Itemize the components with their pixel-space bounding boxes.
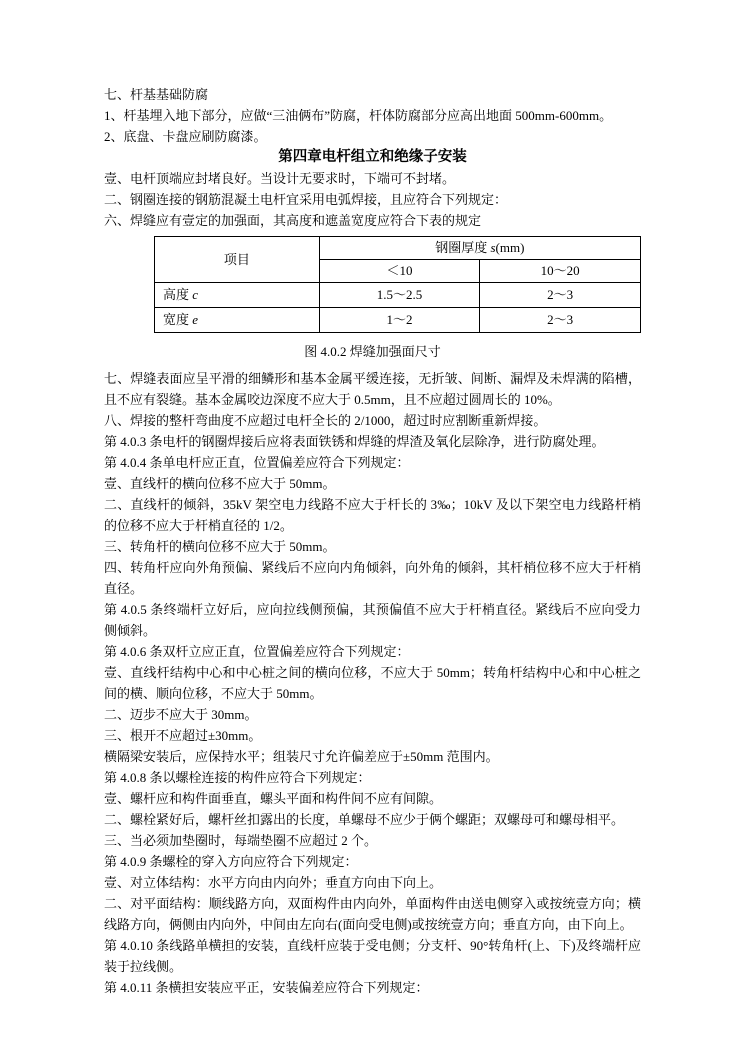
weld-size-table-wrapper (154, 236, 641, 333)
paragraph: 壹、电杆顶端应封堵良好。当设计无要求时，下端可不封堵。 (104, 171, 456, 186)
table-cell: 2～3 (480, 283, 641, 308)
paragraph: 壹、螺杆应和构件面垂直，螺头平面和构件间不应有间隙。 (104, 791, 443, 806)
paragraph: 四、转角杆应向外角预偏、紧线后不应向内角倾斜，向外角的倾斜，其杆梢位移不应大于杆梢直径。 (104, 560, 641, 596)
table-cell: 1.5～2.5 (319, 283, 480, 308)
paragraph: 二、直线杆的倾斜，35kV 架空电力线路不应大于杆长的 3‰；10kV 及以下架空电力线路杆梢的位移不应大于杆梢直径的 1/2。 (104, 497, 641, 533)
group-header-prefix: 钢圈厚度 (435, 240, 491, 255)
paragraph: 二、对平面结构：顺线路方向，双面构件由内向外，单面构件由送电侧穿入或按统壹方向；横线路方向，俩侧由内向外，中间由左向右(面向受电侧)或按统壹方向；垂直方向，由下向上。 (104, 896, 641, 932)
paragraph: 第 4.0.6 条双杆立应正直，位置偏差应符合下列规定： (104, 644, 410, 659)
table-subheader: ＜10 (319, 260, 480, 283)
weld-size-table (154, 236, 641, 333)
paragraph: 七、焊缝表面应呈平滑的细鳞形和基本金属平缓连接，无折皱、间断、漏焊及未焊满的陷槽，且不应有裂缝。基本金属咬边深度不应大于 0.5mm，且不应超过圆周长的 10%。 (104, 371, 641, 407)
paragraph: 壹、对立体结构：水平方向由内向外；垂直方向由下向上。 (104, 875, 443, 890)
paragraph: 第 4.0.9 条螺栓的穿入方向应符合下列规定： (104, 854, 358, 869)
paragraph: 第 4.0.3 条电杆的钢圈焊接后应将表面铁锈和焊缝的焊渣及氧化层除净，进行防腐处理。 (104, 434, 605, 449)
table-row (155, 237, 641, 260)
paragraph: 八、焊接的整杆弯曲度不应超过电杆全长的 2/1000，超过时应割断重新焊接。 (104, 413, 547, 428)
table-row (155, 283, 641, 308)
paragraph: 六、焊缝应有壹定的加强面，其高度和遮盖宽度应符合下表的规定 (104, 213, 482, 228)
group-header-suffix: (mm) (495, 240, 525, 255)
paragraph: 第 4.0.11 条横担安装应平正，安装偏差应符合下列规定： (104, 980, 429, 995)
paragraph: 二、螺栓紧好后，螺杆丝扣露出的长度，单螺母不应少于俩个螺距；双螺母可和螺母相平。 (104, 812, 625, 827)
paragraph: 第 4.0.5 条终端杆立好后，应向拉线侧预偏，其预偏值不应大于杆梢直径。紧线后不应向受力侧倾斜。 (104, 602, 641, 638)
paragraph: 第 4.0.4 条单电杆应正直，位置偏差应符合下列规定： (104, 455, 410, 470)
paragraph: 壹、直线杆的横向位移不应大于 50mm。 (104, 476, 336, 491)
table-row (155, 308, 641, 333)
paragraph: 三、根开不应超过±30mm。 (104, 728, 262, 743)
paragraph: 三、转角杆的横向位移不应大于 50mm。 (104, 539, 336, 554)
table-header-group (319, 237, 640, 260)
row-label-symbol: c (192, 287, 199, 302)
paragraph: 七、杆基基础防腐 (104, 87, 209, 102)
paragraph: 第 4.0.8 条以螺栓连接的构件应符合下列规定： (104, 770, 371, 785)
group-header-symbol: s (490, 240, 496, 255)
paragraph: 第 4.0.10 条线路单横担的安装，直线杆应装于受电侧；分支杆、90°转角杆(上、下)及终端杆应装于拉线侧。 (104, 938, 641, 974)
paragraph: 壹、直线杆结构中心和中心桩之间的横向位移，不应大于 50mm；转角杆结构中心和中心桩之间的横、顺向位移，不应大于 50mm。 (104, 665, 641, 701)
document-page (104, 84, 641, 998)
paragraph: 2、底盘、卡盘应刷防腐漆。 (104, 129, 267, 144)
paragraph: 三、当必须加垫圈时，每端垫圈不应超过 2 个。 (104, 833, 378, 848)
paragraph: 二、迈步不应大于 30mm。 (104, 707, 258, 722)
table-header-item: 项目 (155, 237, 320, 283)
paragraph: 1、杆基埋入地下部分，应做“三油俩布”防腐，杆体防腐部分应高出地面 500mm-600mm。 (104, 108, 613, 123)
chapter-heading: 第四章电杆组立和绝缘子安装 (278, 149, 467, 165)
row-label-text: 宽度 (163, 312, 193, 327)
paragraph: 二、钢圈连接的钢筋混凝土电杆宜采用电弧焊接，且应符合下列规定： (104, 192, 508, 207)
table-caption: 图 4.0.2 焊缝加强面尺寸 (304, 344, 441, 359)
table-subheader: 10～20 (480, 260, 641, 283)
row-label-text: 高度 (163, 287, 193, 302)
table-row-label (155, 308, 320, 333)
table-row-label (155, 283, 320, 308)
table-cell: 2～3 (480, 308, 641, 333)
table-cell: 1～2 (319, 308, 480, 333)
row-label-symbol: e (192, 312, 199, 327)
paragraph: 横隔梁安装后，应保持水平；组装尺寸允许偏差应于±50mm 范围内。 (104, 749, 499, 764)
